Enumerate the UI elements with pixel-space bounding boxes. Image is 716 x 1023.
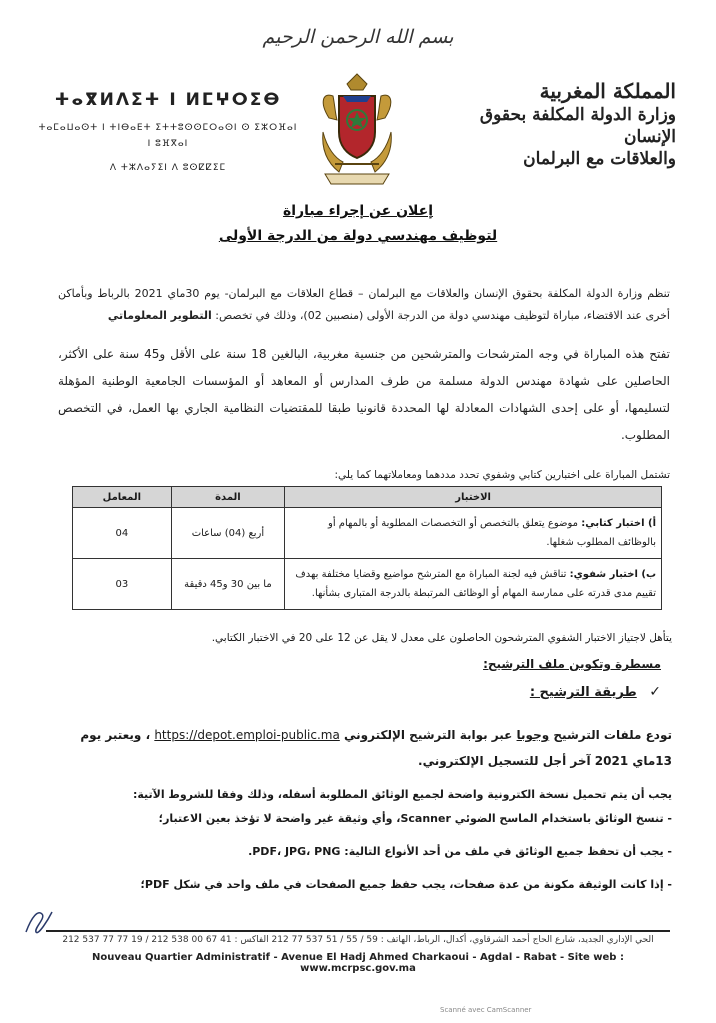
footer-divider [46, 930, 670, 932]
application-method [530, 684, 661, 700]
oral-qualification-note: يتأهل لاجتياز الاختبار الشفوي المترشحون الحاصلون على معدل لا يقل عن 12 على 20 في الاختبار الكتابي. [211, 632, 672, 644]
coefficient-cell: 04 [73, 508, 172, 559]
scan-watermark: Scanné avec CamScanner [440, 1006, 532, 1014]
intro-text: تنظم وزارة الدولة المكلفة بحقوق الإنسان والعلاقات مع البرلمان – قطاع العلاقات مع البرلمان- يوم 30ماي 2021 بالرباط وبأماكن أخرى عند الاقتضاء، مباراة لتوظيف مهندسي دولة من الدرجة الأولى (منصبين 02)، وذلك في تخصص: [58, 287, 670, 322]
checkmark-icon: ✓ [649, 684, 661, 700]
rules-intro: يجب أن يتم تحميل نسخة الكترونية واضحة لجميع الوثائق المطلوبة أسفله، وذلك وفقا للشروط الآتية: [132, 788, 672, 801]
duration-cell: ما بين 30 و45 دقيقة [171, 559, 285, 610]
deposit-mid: عبر بوابة الترشيح الإلكتروني [344, 728, 513, 742]
tifinagh-ministry-cont: ⴷ ⵜⵣⴷⴰⵢⵉⵏ ⴷ ⵓⵙⵇⵇⵉⵎ [109, 163, 227, 173]
basmala: بسم الله الرحمن الرحيم [262, 26, 454, 48]
table-row [73, 508, 662, 559]
method-title: طريقة الترشيح : [529, 685, 637, 700]
tifinagh-kingdom: ⵜⴰⴳⵍⴷⵉⵜ ⵏ ⵍⵎⵖⵔⵉⴱ [54, 90, 282, 110]
test-label: أ) اختبار كتابي: [581, 518, 656, 529]
signature-mark [22, 906, 56, 938]
eligibility-paragraph: تفتح هذه المباراة في وجه المترشحات والمترشحين من جنسية مغربية، البالغين 18 سنة على الأقل و45 سنة على الأكثر، الحاصلين على شهادة مهندس الدولة مسلمة من طرف المدارس أو المعاهد أو المؤسسات الجامعية الوطنية المؤهلة لتسليمها، أو على إحدى الشهادات المعادلة لها المحددة قانونيا طبقا للمقتضيات النظامية الجاري بها العمل، في التخصص المطلوب. [58, 347, 670, 442]
duration-cell: أربع (04) ساعات [171, 508, 285, 559]
deposit-mandatory: وجوبا [516, 728, 550, 742]
test-description: موضوع يتعلق بالتخصص أو التخصصات المطلوبة أو بالمهام أو بالوظائف المطلوب شغلها. [328, 518, 656, 548]
portal-link[interactable]: https://depot.emploi-public.ma [154, 728, 340, 742]
rule-item: - تنسخ الوثائق باستخدام الماسح الضوئي Scanner، وأي وثيقة غير واضحة لا تؤخذ بعين الاعتبار؛ [158, 812, 672, 825]
table-row [73, 559, 662, 610]
test-cell [285, 559, 662, 610]
deposit-pre: تودع ملفات الترشيح [553, 728, 672, 742]
application-heading: مسطرة وتكوين ملف الترشيح: [483, 657, 661, 671]
footer-address-french: Nouveau Quartier Administratif - Avenue El Hadj Ahmed Charkaoui - Agdal - Rabat - Site web : www.mcrpsc.gov.ma [92, 952, 624, 974]
coat-of-arms-emblem [309, 72, 405, 190]
deposit-paragraph [60, 722, 672, 774]
coefficient-cell: 03 [73, 559, 172, 610]
rule-item: - يجب أن تحفظ جميع الوثائق في ملف من أحد الأنواع التالية: PDF، JPG، PNG. [248, 845, 672, 858]
ministry-header-tifinagh [38, 88, 298, 176]
header-coefficient: المعامل [73, 487, 172, 508]
specialty-name: التطوير المعلوماتي [107, 309, 212, 322]
exams-intro: تشتمل المباراة على اختبارين كتابي وشفوي تحدد مددهما ومعاملاتهما كما يلي: [334, 469, 670, 481]
tifinagh-ministry: ⵜⴰⵎⴰⵡⴰⵙⵜ ⵏ ⵜⵏⴱⴰⴹⵜ ⵉⵜⵜⵓⵙⵙⵎⵔⴰⵙⵏ ⵙ ⵉⵣⵔⴼⴰⵏ ⵏ ⵓⴼⴳⴰⵏ [38, 123, 298, 149]
rule-item: - إذا كانت الوثيقة مكونة من عدة صفحات، يجب حفظ جميع الصفحات في ملف واحد في شكل PDF؛ [140, 878, 672, 891]
test-cell [285, 508, 662, 559]
announcement-subtitle: لتوظيف مهندسي دولة من الدرجة الأولى [218, 228, 498, 244]
table-header-row [73, 487, 662, 508]
exams-table [72, 486, 662, 610]
deposit-post: ، ويعتبر يوم 13ماي 2021 آخر أجل للتسجيل الإلكتروني. [80, 728, 672, 768]
kingdom-name: المملكة المغربية [539, 79, 676, 103]
test-description: تناقش فيه لجنة المباراة مع المترشح مواضيع وقضايا مختلفة بهدف تقييم مدى قدرته على ممارسة المهام أو الوظائف المرتبطة بالدرجة المتبارى بشأنها. [295, 569, 656, 599]
ministry-header-arabic [466, 78, 676, 170]
header-test: الاختبار [285, 487, 662, 508]
footer-address-arabic: الحي الإداري الجديد، شارع الحاج أحمد الشرقاوي، أكدال، الرباط، الهاتف : 59 / 55 / 51 537 77 212 الفاكس : 41 67 00 538 212 / 19 77 77 537 212 [62, 935, 654, 945]
test-label: ب) اختبار شفوي: [569, 569, 656, 580]
ministry-name-cont: والعلاقات مع البرلمان [523, 149, 676, 169]
announcement-title: إعلان عن إجراء مباراة [282, 203, 434, 219]
header-duration: المدة [171, 487, 285, 508]
ministry-name: وزارة الدولة المكلفة بحقوق الإنسان [479, 105, 676, 147]
intro-paragraph [58, 283, 670, 327]
